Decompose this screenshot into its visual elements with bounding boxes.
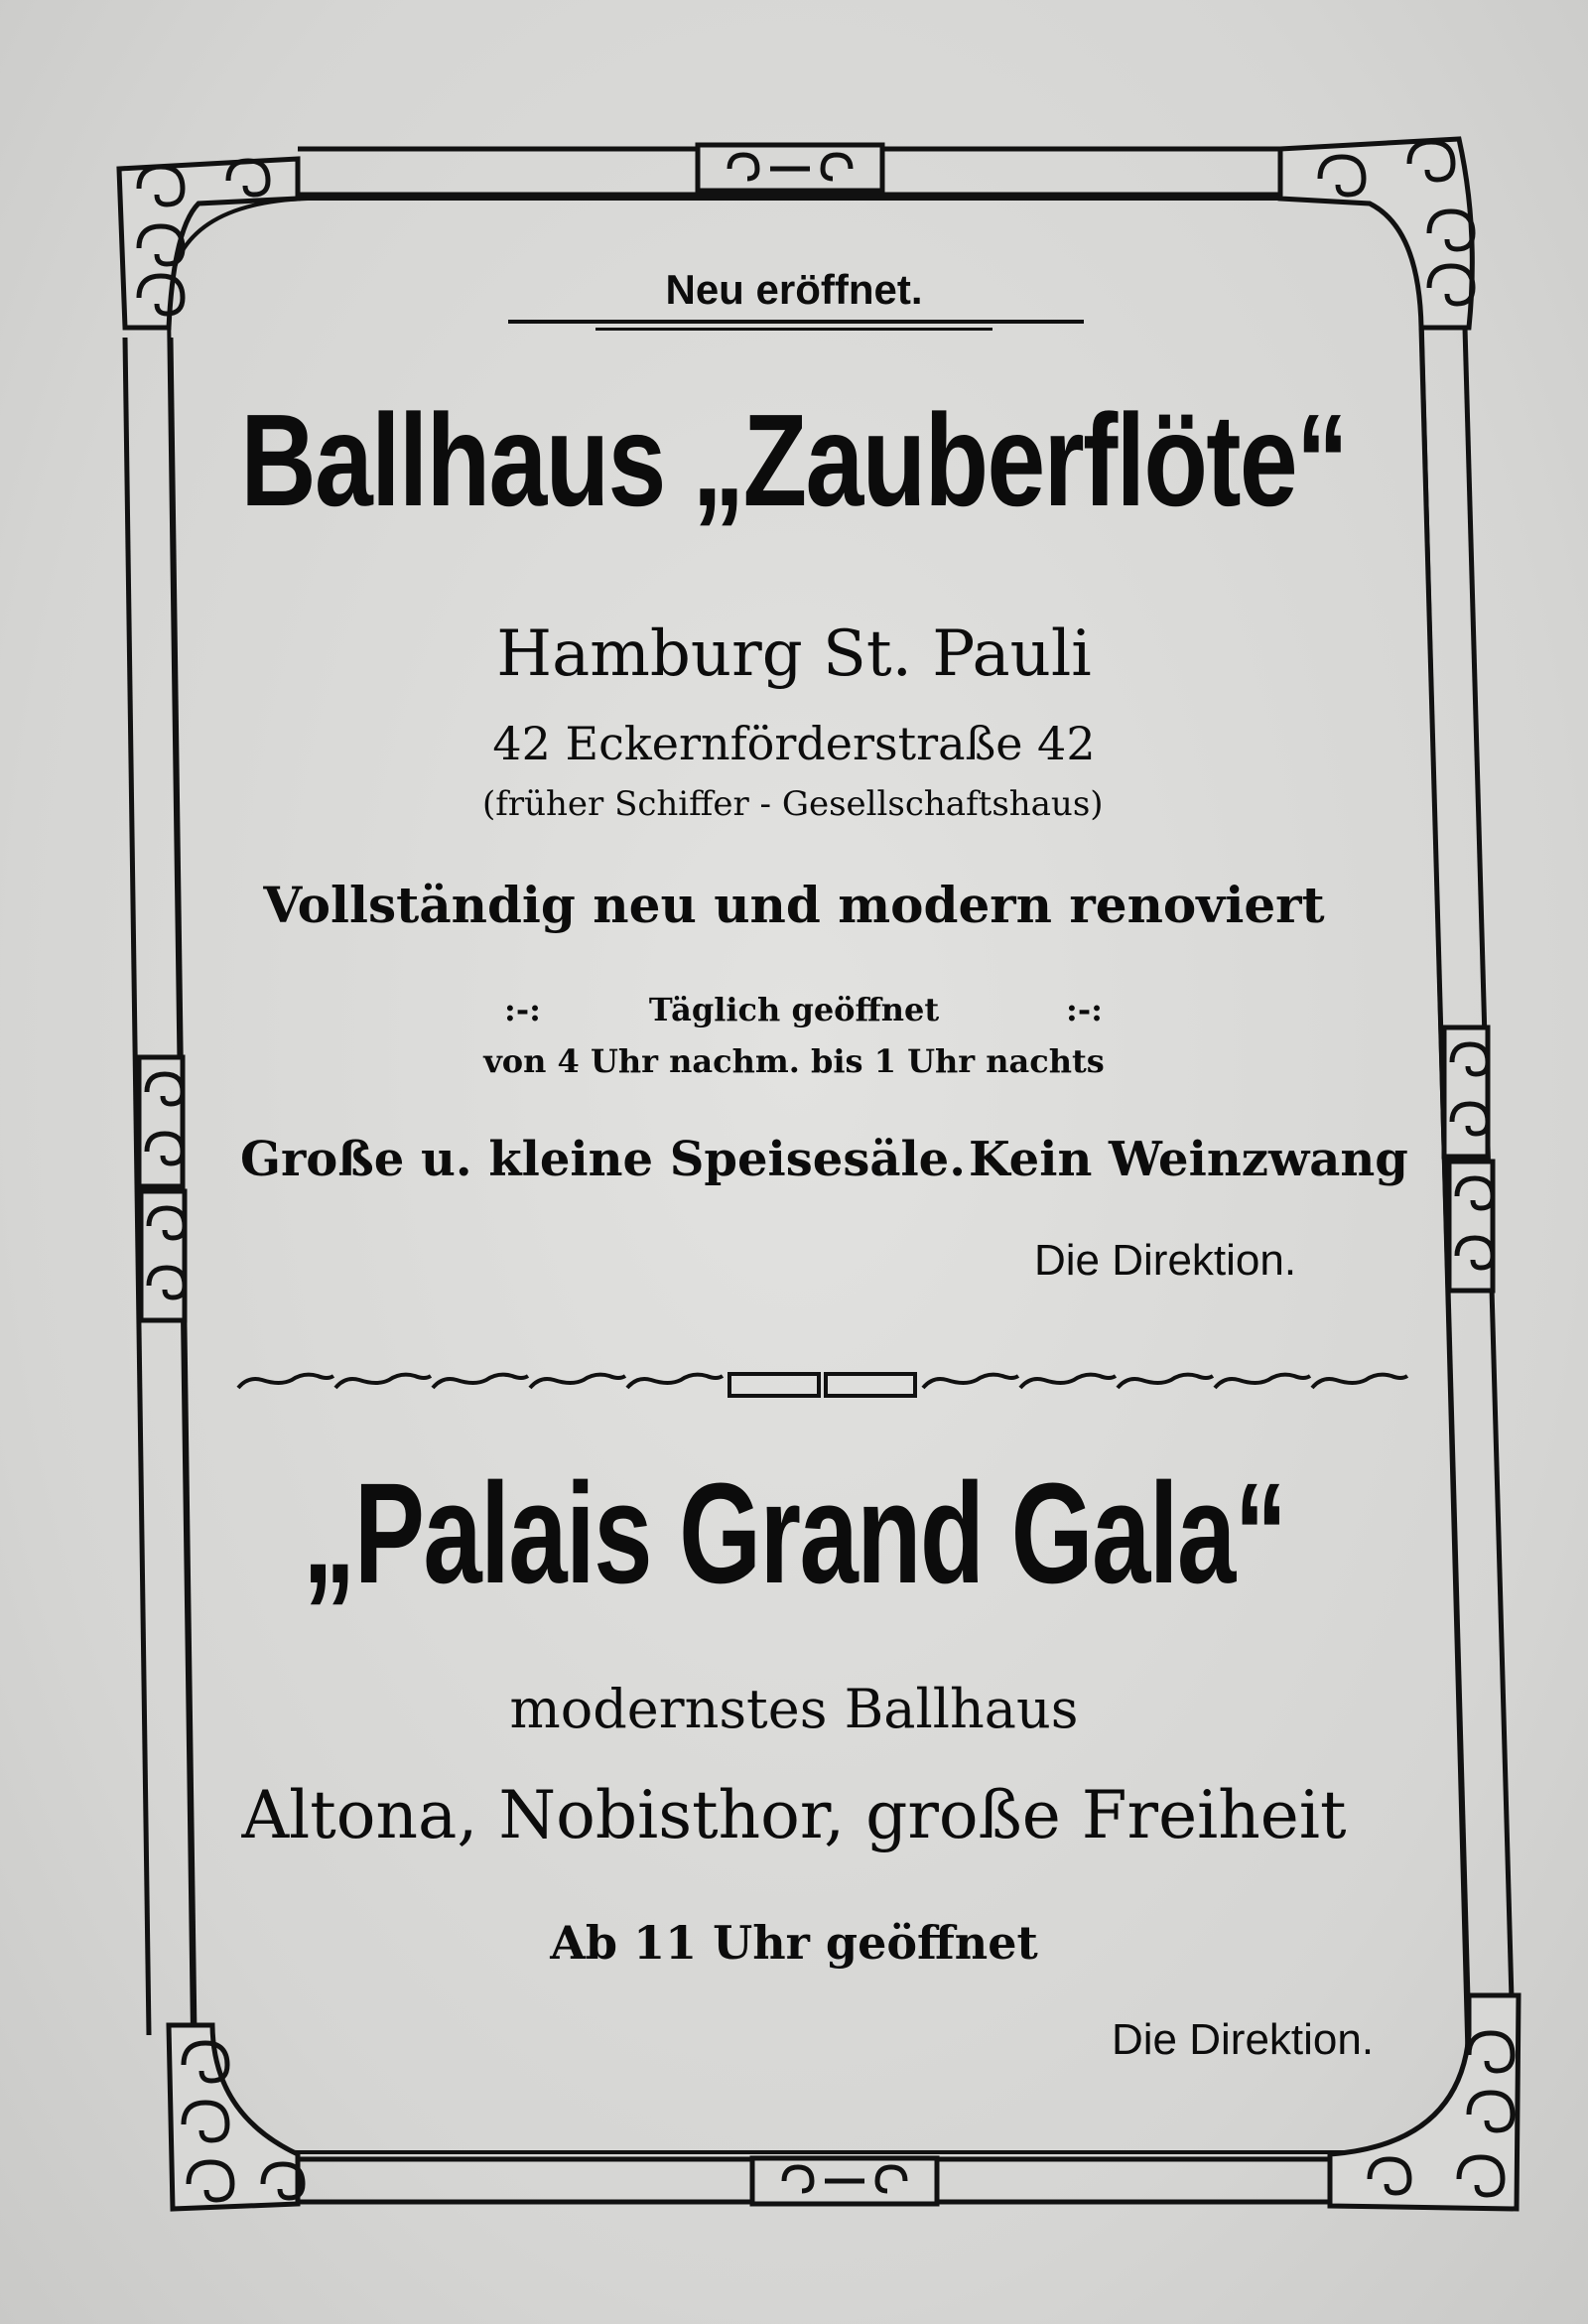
- palais-title: „Palais Grand Gala“: [302, 1453, 1286, 1613]
- kicker-underline-second: [596, 328, 992, 331]
- kicker-new-opening: Neu eröffnet.: [665, 266, 923, 313]
- address-line: 42 Eckernförderstraße 42: [492, 717, 1096, 770]
- dining-halls-line: Große u. kleine Speisesäle.: [240, 1132, 966, 1187]
- renovation-line: Vollständig neu und modern renoviert: [263, 876, 1325, 934]
- opening-hours-line: von 4 Uhr nachm. bis 1 Uhr nachts: [483, 1042, 1105, 1080]
- opening-time-line: Ab 11 Uhr geöffnet: [550, 1916, 1038, 1970]
- no-wine-obligation-line: Kein Weinzwang: [969, 1132, 1408, 1187]
- signature-top: Die Direktion.: [1034, 1236, 1297, 1285]
- ballhaus-title: Ballhaus „Zauberflöte“: [240, 387, 1348, 533]
- former-name-line: (früher Schiffer - Gesellschaftshaus): [482, 784, 1104, 824]
- separator-right: :-:: [1066, 991, 1103, 1028]
- city-line: Hamburg St. Pauli: [496, 617, 1092, 691]
- signature-bottom: Die Direktion.: [1112, 2015, 1375, 2064]
- separator-left: :-:: [504, 991, 541, 1028]
- subtitle-line: modernstes Ballhaus: [509, 1678, 1079, 1740]
- kicker-underline: [508, 320, 1084, 324]
- opening-daily-line: Täglich geöffnet: [648, 991, 940, 1028]
- location-line: Altona, Nobisthor, große Freiheit: [241, 1777, 1347, 1853]
- ornamental-divider: [238, 1374, 1407, 1396]
